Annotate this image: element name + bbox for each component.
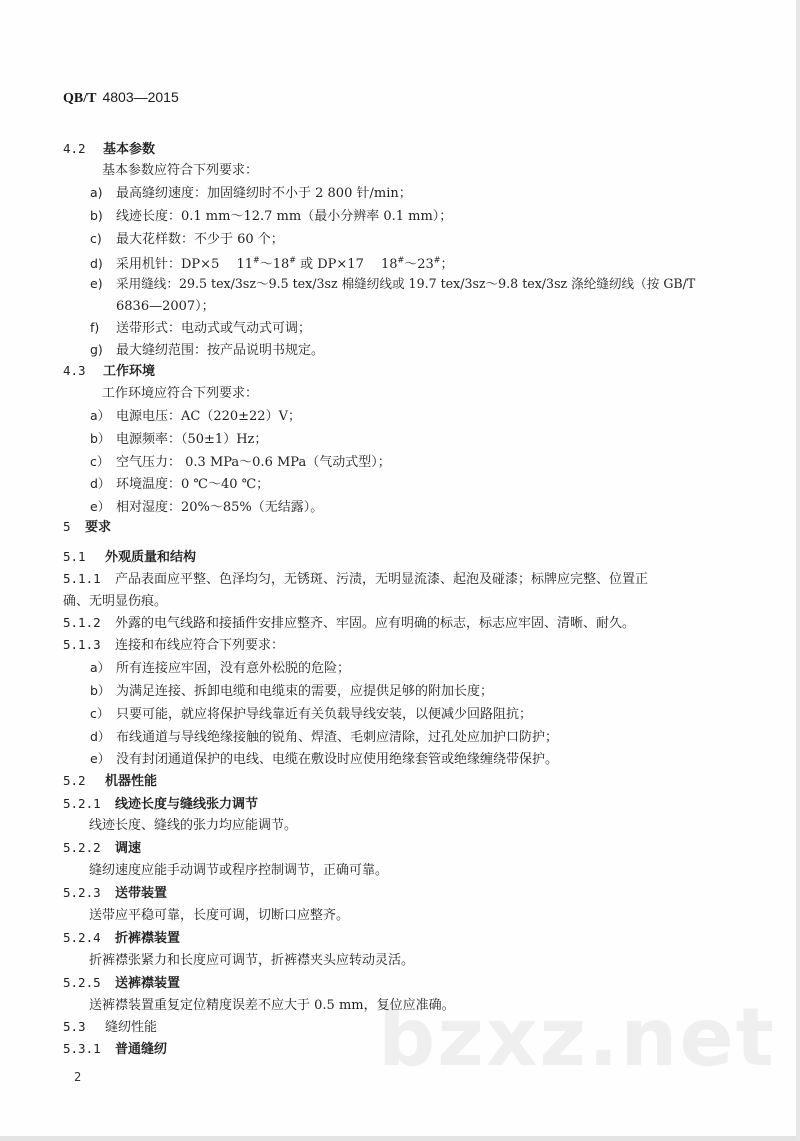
- standard-id: [63, 89, 179, 107]
- list-item: e) 采用缝线：29.5 tex/3sz～9.5 tex/3sz 棉缝纫线或 19.7 tex/3sz～9.8 tex/3sz 涤纶缝纫线（按 GB/T: [90, 276, 696, 291]
- standard-number: 4803—2015: [102, 89, 179, 105]
- section-heading-4-3: 4.3 工作环境: [63, 363, 156, 379]
- list-item: b) 线迹长度：0.1 mm～12.7 mm（最小分辨率 0.1 mm）；: [90, 208, 453, 224]
- list-item: e） 相对湿度：20%～85%（无结露）。: [90, 499, 324, 515]
- clause-text: 缝纫速度应能手动调节或程序控制调节，正确可靠。: [89, 863, 389, 878]
- page-number: 2: [74, 1070, 82, 1084]
- clause-heading-5-2-1: 5.2.1 线迹长度与缝线张力调节: [63, 796, 259, 812]
- watermark: bzxz.net: [378, 991, 776, 1084]
- standard-prefix: QB/T: [63, 91, 97, 106]
- clause-text: 送裤襟装置重复定位精度误差不应大于 0.5 mm，复位应准确。: [89, 998, 455, 1013]
- clause-5-1-2: 5.1.2 外露的电气线路和接插件安排应整齐、牢固。应有明确的标志，标志应牢固、清晰、耐久。: [63, 615, 636, 631]
- list-item: b） 为满足连接、拆卸电缆和电缆束的需要，应提供足够的附加长度；: [90, 683, 494, 699]
- list-item: c） 只要可能，就应将保护导线靠近有关负载导线安装，以便减少回路阻抗；: [90, 706, 533, 722]
- list-item: f) 送带形式：电动式或气动式可调；: [90, 320, 312, 336]
- section-heading-5: 5 要求: [63, 519, 112, 535]
- list-item: e） 没有封闭通道保护的电线、电缆在敷设时应使用绝缘套管或绝缘缠绕带保护。: [90, 751, 559, 767]
- list-item: c） 空气压力： 0.3 MPa～0.6 MPa（气动式型）；: [90, 454, 391, 470]
- list-item: d） 环境温度：0 ℃～40 ℃；: [90, 476, 270, 492]
- clause-heading-5-2-3: 5.2.3 送带装置: [63, 885, 168, 901]
- clause-text: 送带应平稳可靠，长度可调，切断口应整齐。: [89, 908, 350, 923]
- section-heading-5-3: 5.3 缝纫性能: [63, 1019, 158, 1035]
- clause-5-1-1: 5.1.1 产品表面应平整、色泽均匀，无锈斑、污渍，无明显流漆、起泡及碰漆；标牌应完整、位置正: [63, 571, 649, 587]
- section-heading-4-2: 4.2 基本参数: [63, 141, 156, 157]
- section-heading-5-1: 5.1 外观质量和结构: [63, 549, 197, 565]
- clause-heading-5-2-4: 5.2.4 折裤襟装置: [63, 930, 181, 946]
- section-heading-5-2: 5.2 机器性能: [63, 773, 158, 789]
- clause-continuation: 确、无明显伤痕。: [63, 594, 168, 609]
- section-intro: 基本参数应符合下列要求：: [102, 163, 259, 178]
- list-item: a） 所有连接应牢固，没有意外松脱的危险；: [90, 660, 351, 676]
- clause-text: 折裤襟张紧力和长度应可调节，折裤襟夹头应转动灵活。: [89, 953, 415, 968]
- list-item: d） 布线通道与导线绝缘接触的锐角、焊渣、毛刺应清除，过孔处应加护口防护；: [90, 729, 559, 745]
- clause-heading-5-2-5: 5.2.5 送裤襟装置: [63, 975, 181, 991]
- section-intro: 工作环境应符合下列要求：: [102, 386, 259, 401]
- clause-heading-5-2-2: 5.2.2 调速: [63, 840, 142, 856]
- clause-5-1-3: 5.1.3 连接和布线应符合下列要求：: [63, 637, 285, 653]
- list-item: a） 电源电压：AC（220±22）V；: [90, 408, 301, 424]
- list-item: c) 最大花样数：不少于 60 个；: [90, 231, 284, 247]
- list-item: d) 采用机针：DP×5 11#～18# 或 DP×17 18#～23#；: [90, 256, 454, 273]
- list-item: g) 最大缝纫范围：按产品说明书规定。: [90, 342, 325, 358]
- list-item: b） 电源频率：（50±1）Hz；: [90, 431, 268, 447]
- clause-heading-5-3-1: 5.3.1 普通缝纫: [63, 1041, 168, 1057]
- clause-text: 线迹长度、缝线的张力均应能调节。: [89, 818, 298, 833]
- list-item-continuation: 6836—2007）；: [116, 299, 215, 314]
- list-item: a) 最高缝纫速度：加固缝纫时不小于 2 800 针/min；: [90, 185, 412, 201]
